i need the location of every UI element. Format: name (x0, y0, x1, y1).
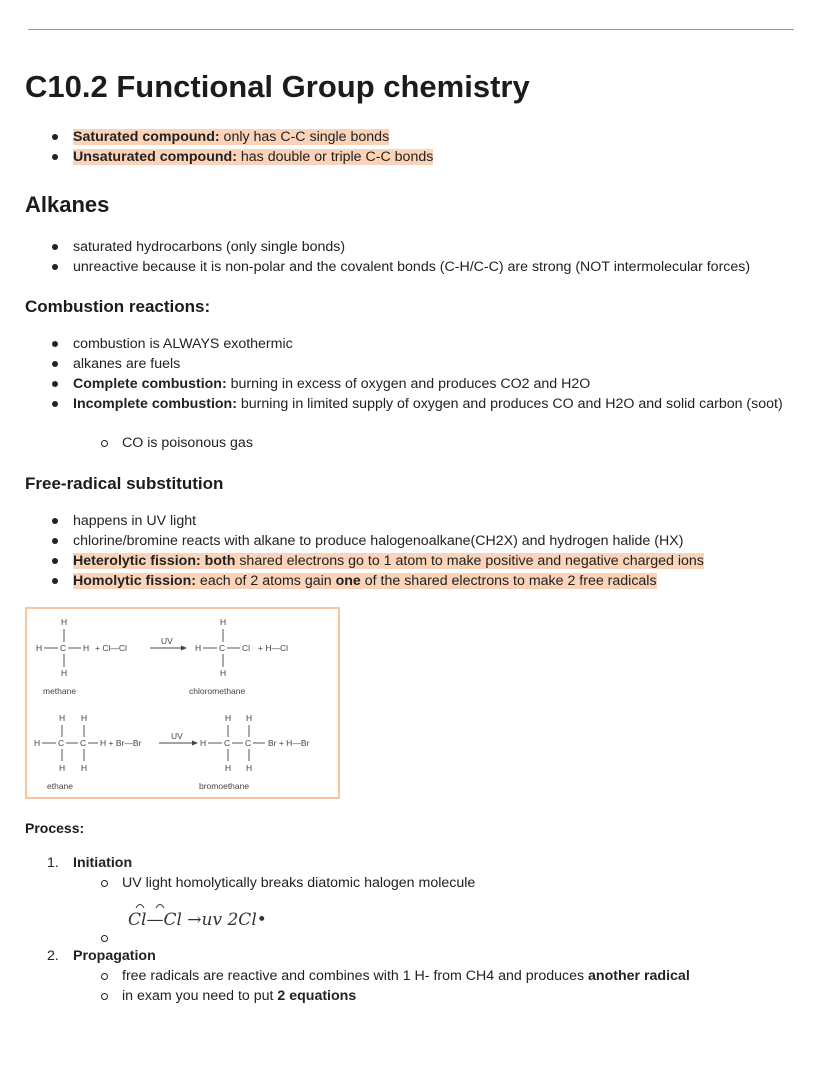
atom-h: H (220, 668, 227, 678)
atom-h: H (61, 617, 68, 627)
bullet-icon (52, 558, 58, 564)
list-item (73, 127, 389, 147)
label-chloromethane: chloromethane (189, 686, 246, 696)
atom-h: H (200, 738, 207, 748)
list-item (73, 237, 345, 257)
sub-list-item (122, 966, 690, 986)
atom-h: H (36, 643, 43, 653)
product-hcl: + H—Cl (258, 643, 288, 653)
list-item (73, 354, 180, 374)
heading-free-radical: Free-radical substitution (25, 474, 224, 493)
atom-h: H (59, 713, 66, 723)
label-ethane: ethane (47, 781, 73, 791)
step-label: Propagation (73, 948, 156, 964)
emphasis-both: both (200, 553, 236, 569)
step-label: Initiation (73, 855, 133, 871)
bullet-icon (52, 244, 58, 250)
definition-text: each of 2 atoms gain (195, 573, 336, 589)
atom-c: C (219, 643, 226, 653)
atom-c: C (60, 643, 67, 653)
emphasis-text: another radical (588, 968, 690, 984)
list-item (73, 374, 590, 394)
atom-h: H (225, 763, 232, 773)
label-bromoethane: bromoethane (199, 781, 250, 791)
bullet-icon (52, 538, 58, 544)
bullet-icon (52, 381, 58, 387)
list-item (73, 257, 750, 277)
handwritten-text: Cl—Cl →uv 2Cl• (128, 910, 267, 930)
term-saturated: Saturated compound: (73, 129, 220, 145)
sub-list-item (122, 873, 475, 893)
sub-list-item (122, 433, 253, 453)
uv-label: UV (171, 731, 183, 741)
page-title: C10.2 Functional Group chemistry (25, 69, 530, 104)
atom-h: H (59, 763, 66, 773)
handwritten-equation-svg (122, 898, 312, 938)
list-item (73, 334, 293, 354)
product-hbr: Br + H—Br (268, 738, 310, 748)
definition-text: shared electrons go to 1 atom to make positive and negative charged ions (235, 553, 704, 569)
curly-arrow-icon (136, 905, 164, 909)
definition-text: burning in excess of oxygen and produces CO2 and H2O (226, 376, 591, 392)
term-complete-combustion: Complete combustion: (73, 376, 227, 392)
uv-label: UV (161, 636, 173, 646)
reagent-bromine: H + Br—Br (100, 738, 142, 748)
atom-c: C (58, 738, 65, 748)
arrowhead-icon (181, 646, 187, 651)
list-item-text: UV light homolytically breaks diatomic halogen molecule (122, 875, 476, 891)
list-item (73, 531, 683, 551)
circle-bullet-icon (101, 973, 108, 980)
list-item-text: alkanes are fuels (73, 356, 181, 372)
bullet-icon (52, 341, 58, 347)
bullet-icon (52, 361, 58, 367)
list-item-text: unreactive because it is non-polar and the covalent bonds (C-H/C-C) are strong (NOT intermolecular forces) (73, 259, 751, 275)
atom-cl: Cl (242, 643, 251, 653)
atom-h: H (195, 643, 202, 653)
bullet-icon (52, 264, 58, 270)
definition-text: only has C-C single bonds (219, 129, 390, 145)
atom-h: H (81, 713, 88, 723)
atom-c: C (80, 738, 87, 748)
list-item (73, 571, 657, 591)
list-item-text: saturated hydrocarbons (only single bonds) (73, 239, 346, 255)
list-item-text: free radicals are reactive and combines with 1 H- from CH4 and produces (122, 968, 589, 984)
term-homolytic: Homolytic fission: (73, 573, 196, 589)
list-item-text: happens in UV light (73, 513, 197, 529)
arrowhead-icon (192, 741, 198, 746)
circle-bullet-icon (101, 880, 108, 887)
step-number: 2. (47, 948, 59, 964)
list-item-text: in exam you need to put (122, 988, 278, 1004)
emphasis-text: 2 equations (277, 988, 357, 1004)
atom-h: H (61, 668, 68, 678)
list-item (73, 551, 704, 571)
atom-h: H (246, 713, 253, 723)
heading-combustion: Combustion reactions: (25, 297, 211, 316)
reaction-diagram-svg (27, 609, 338, 797)
atom-c: C (245, 738, 252, 748)
emphasis-one: one (335, 573, 361, 589)
label-methane: methane (43, 686, 77, 696)
top-divider (28, 29, 794, 30)
atom-c: C (224, 738, 231, 748)
atom-h: H (81, 763, 88, 773)
step-number: 1. (47, 855, 59, 871)
chloromethane-structure (195, 617, 288, 678)
circle-bullet-icon (101, 993, 108, 1000)
heading-alkanes: Alkanes (25, 192, 110, 217)
bullet-icon (52, 518, 58, 524)
bullet-icon (52, 134, 58, 140)
definition-text: has double or triple C-C bonds (236, 149, 434, 165)
list-item-text: combustion is ALWAYS exothermic (73, 336, 293, 352)
step-propagation (47, 946, 156, 966)
list-item-text: CO is poisonous gas (122, 435, 253, 451)
heading-process: Process: (25, 820, 85, 836)
circle-bullet-icon (101, 935, 108, 942)
list-item (73, 511, 196, 531)
bullet-icon (52, 578, 58, 584)
bullet-icon (52, 401, 58, 407)
atom-h: H (225, 713, 232, 723)
sub-list-item (122, 986, 356, 1006)
atom-h: H (220, 617, 227, 627)
reagent-chlorine: + Cl—Cl (95, 643, 127, 653)
step-initiation (47, 853, 133, 873)
bromoethane-structure (200, 713, 309, 773)
definition-text: of the shared electrons to make 2 free radicals (360, 573, 657, 589)
bullet-icon (52, 154, 58, 160)
term-unsaturated: Unsaturated compound: (73, 149, 237, 165)
atom-h: H (83, 643, 90, 653)
circle-bullet-icon (101, 440, 108, 447)
atom-h: H (34, 738, 41, 748)
term-incomplete-combustion: Incomplete combustion: (73, 396, 237, 412)
list-item-text: chlorine/bromine reacts with alkane to produce halogenoalkane(CH2X) and hydrogen halide (HX) (73, 533, 684, 549)
methane-structure (36, 617, 127, 678)
atom-h: H (246, 763, 253, 773)
ethane-structure (34, 713, 141, 773)
list-item (73, 147, 433, 167)
handwritten-equation (122, 898, 312, 943)
list-item (73, 394, 793, 414)
term-heterolytic: Heterolytic fission: (73, 553, 201, 569)
definition-text: burning in limited supply of oxygen and produces CO and H2O and solid carbon (soot) (236, 396, 783, 412)
reaction-diagram (25, 607, 340, 799)
